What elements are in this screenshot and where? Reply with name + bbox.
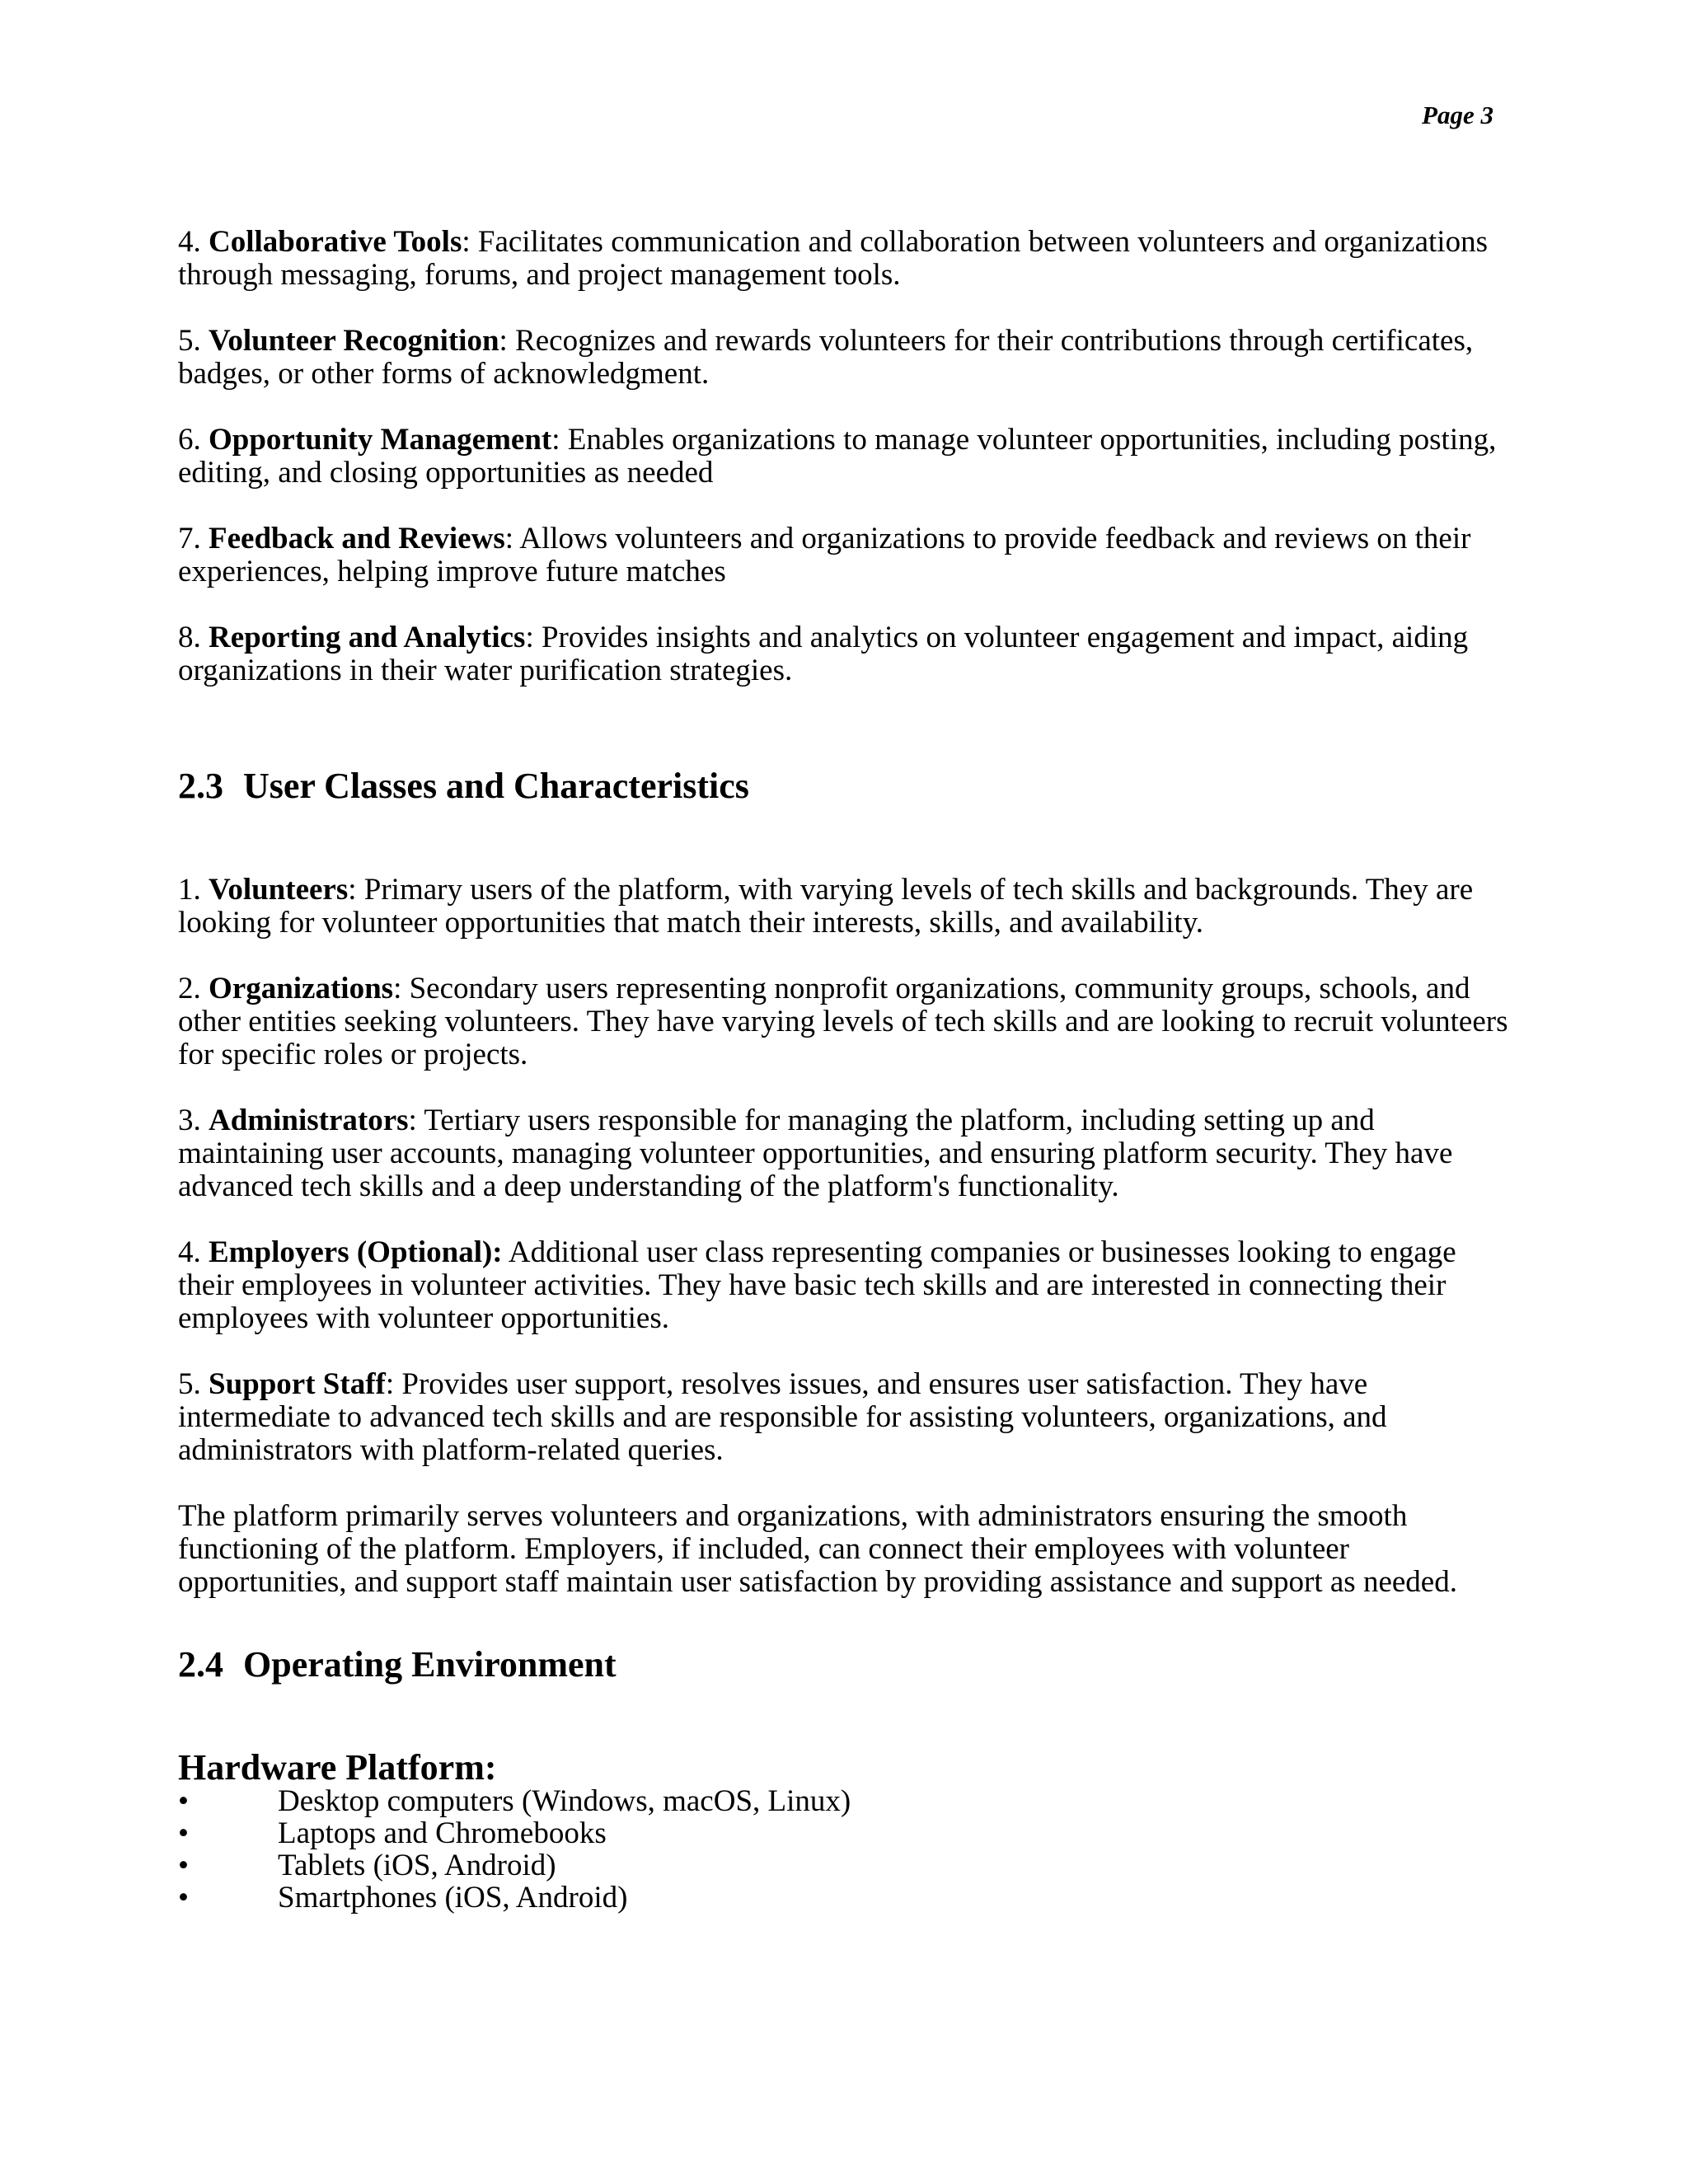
- page-number: Page 3: [1422, 101, 1493, 129]
- item-term: Feedback and Reviews: [209, 522, 505, 555]
- hardware-list: [178, 1785, 1513, 1914]
- item-description: : Facilitates communication and collaboration between volunteers and organizations through messaging, forums, and project management tools.: [178, 225, 1488, 292]
- item-description: Additional user class representing companies or businesses looking to engage their employees in volunteer activities. They have basic tech skills and are interested in connecting their employees with volunteer opportunities.: [178, 1235, 1456, 1335]
- item-term: Support Staff: [209, 1367, 386, 1401]
- user-class-item: [178, 1236, 1513, 1335]
- item-description: : Recognizes and rewards volunteers for their contributions through certificates, badges, or other forms of acknowledgment.: [178, 324, 1474, 391]
- item-term: Organizations: [209, 972, 394, 1005]
- item-description: : Allows volunteers and organizations to provide feedback and reviews on their experiences, helping improve future matches: [178, 522, 1471, 588]
- list-item-text: Laptops and Chromebooks: [278, 1816, 607, 1850]
- page-content: [178, 226, 1513, 1914]
- user-class-item: [178, 1104, 1513, 1203]
- user-class-item: [178, 874, 1513, 940]
- feature-item: [178, 226, 1513, 292]
- item-term: Volunteers: [209, 873, 349, 907]
- item-description: : Enables organizations to manage volunteer opportunities, including posting, editing, and closing opportunities as needed: [178, 423, 1497, 490]
- item-term: Administrators: [209, 1104, 409, 1137]
- feature-list: [178, 226, 1513, 687]
- feature-item: [178, 424, 1513, 490]
- item-number: 4.: [178, 1235, 209, 1269]
- section-title: Operating Environment: [243, 1644, 617, 1685]
- section-heading-user-classes: [178, 766, 1513, 806]
- hardware-platform-heading: Hardware Platform:: [178, 1747, 497, 1788]
- item-term: Opportunity Management: [209, 423, 552, 457]
- item-number: 8.: [178, 621, 209, 654]
- item-number: 5.: [178, 324, 209, 358]
- user-class-list: [178, 874, 1513, 1467]
- item-number: 2.: [178, 972, 209, 1005]
- bullet-icon: •: [178, 1849, 189, 1882]
- item-term: Volunteer Recognition: [209, 324, 499, 358]
- list-item: [178, 1785, 1513, 1817]
- section-heading-operating-environment: [178, 1645, 1513, 1685]
- list-item: [178, 1817, 1513, 1849]
- list-item-text: Smartphones (iOS, Android): [278, 1881, 628, 1915]
- section-number: 2.3: [178, 766, 223, 806]
- feature-item: [178, 523, 1513, 588]
- item-term: Collaborative Tools: [209, 225, 462, 259]
- item-description: : Tertiary users responsible for managing the platform, including setting up and maintaining user accounts, managing volunteer opportunities, and ensuring platform security. They have advanced tech skills and a deep understanding of the platform's functionality.: [178, 1104, 1453, 1203]
- item-number: 5.: [178, 1367, 209, 1401]
- user-class-item: [178, 1368, 1513, 1467]
- item-description: : Primary users of the platform, with varying levels of tech skills and backgrounds. They are looking for volunteer opportunities that match their interests, skills, and availability.: [178, 873, 1474, 940]
- item-description: : Provides user support, resolves issues, and ensures user satisfaction. They have intermediate to advanced tech skills and are responsible for assisting volunteers, organizations, and administrators with platform-related queries.: [178, 1367, 1387, 1467]
- summary-paragraph: The platform primarily serves volunteers and organizations, with administrators ensuring the smooth functioning of the platform. Employers, if included, can connect their employees with volunteer opportunities, and support staff maintain user satisfaction by providing assistance and support as needed.: [178, 1499, 1457, 1599]
- item-number: 3.: [178, 1104, 209, 1137]
- bullet-icon: •: [178, 1816, 189, 1850]
- item-number: 1.: [178, 873, 209, 907]
- section-number: 2.4: [178, 1644, 223, 1685]
- bullet-icon: •: [178, 1784, 189, 1818]
- item-number: 7.: [178, 522, 209, 555]
- feature-item: [178, 621, 1513, 687]
- item-description: : Provides insights and analytics on volunteer engagement and impact, aiding organizations in their water purification strategies.: [178, 621, 1469, 687]
- item-number: 4.: [178, 225, 209, 259]
- section-title: User Classes and Characteristics: [243, 766, 749, 806]
- item-term: Reporting and Analytics: [209, 621, 526, 654]
- item-description: : Secondary users representing nonprofit organizations, community groups, schools, and other entities seeking volunteers. They have varying levels of tech skills and are looking to recruit volunteers for specific roles or projects.: [178, 972, 1508, 1071]
- list-item-text: Tablets (iOS, Android): [278, 1849, 556, 1882]
- user-class-item: [178, 972, 1513, 1071]
- feature-item: [178, 325, 1513, 391]
- item-number: 6.: [178, 423, 209, 457]
- list-item: [178, 1849, 1513, 1882]
- list-item-text: Desktop computers (Windows, macOS, Linux): [278, 1784, 851, 1818]
- list-item: [178, 1882, 1513, 1914]
- bullet-icon: •: [178, 1881, 189, 1915]
- item-term: Employers (Optional):: [209, 1235, 503, 1269]
